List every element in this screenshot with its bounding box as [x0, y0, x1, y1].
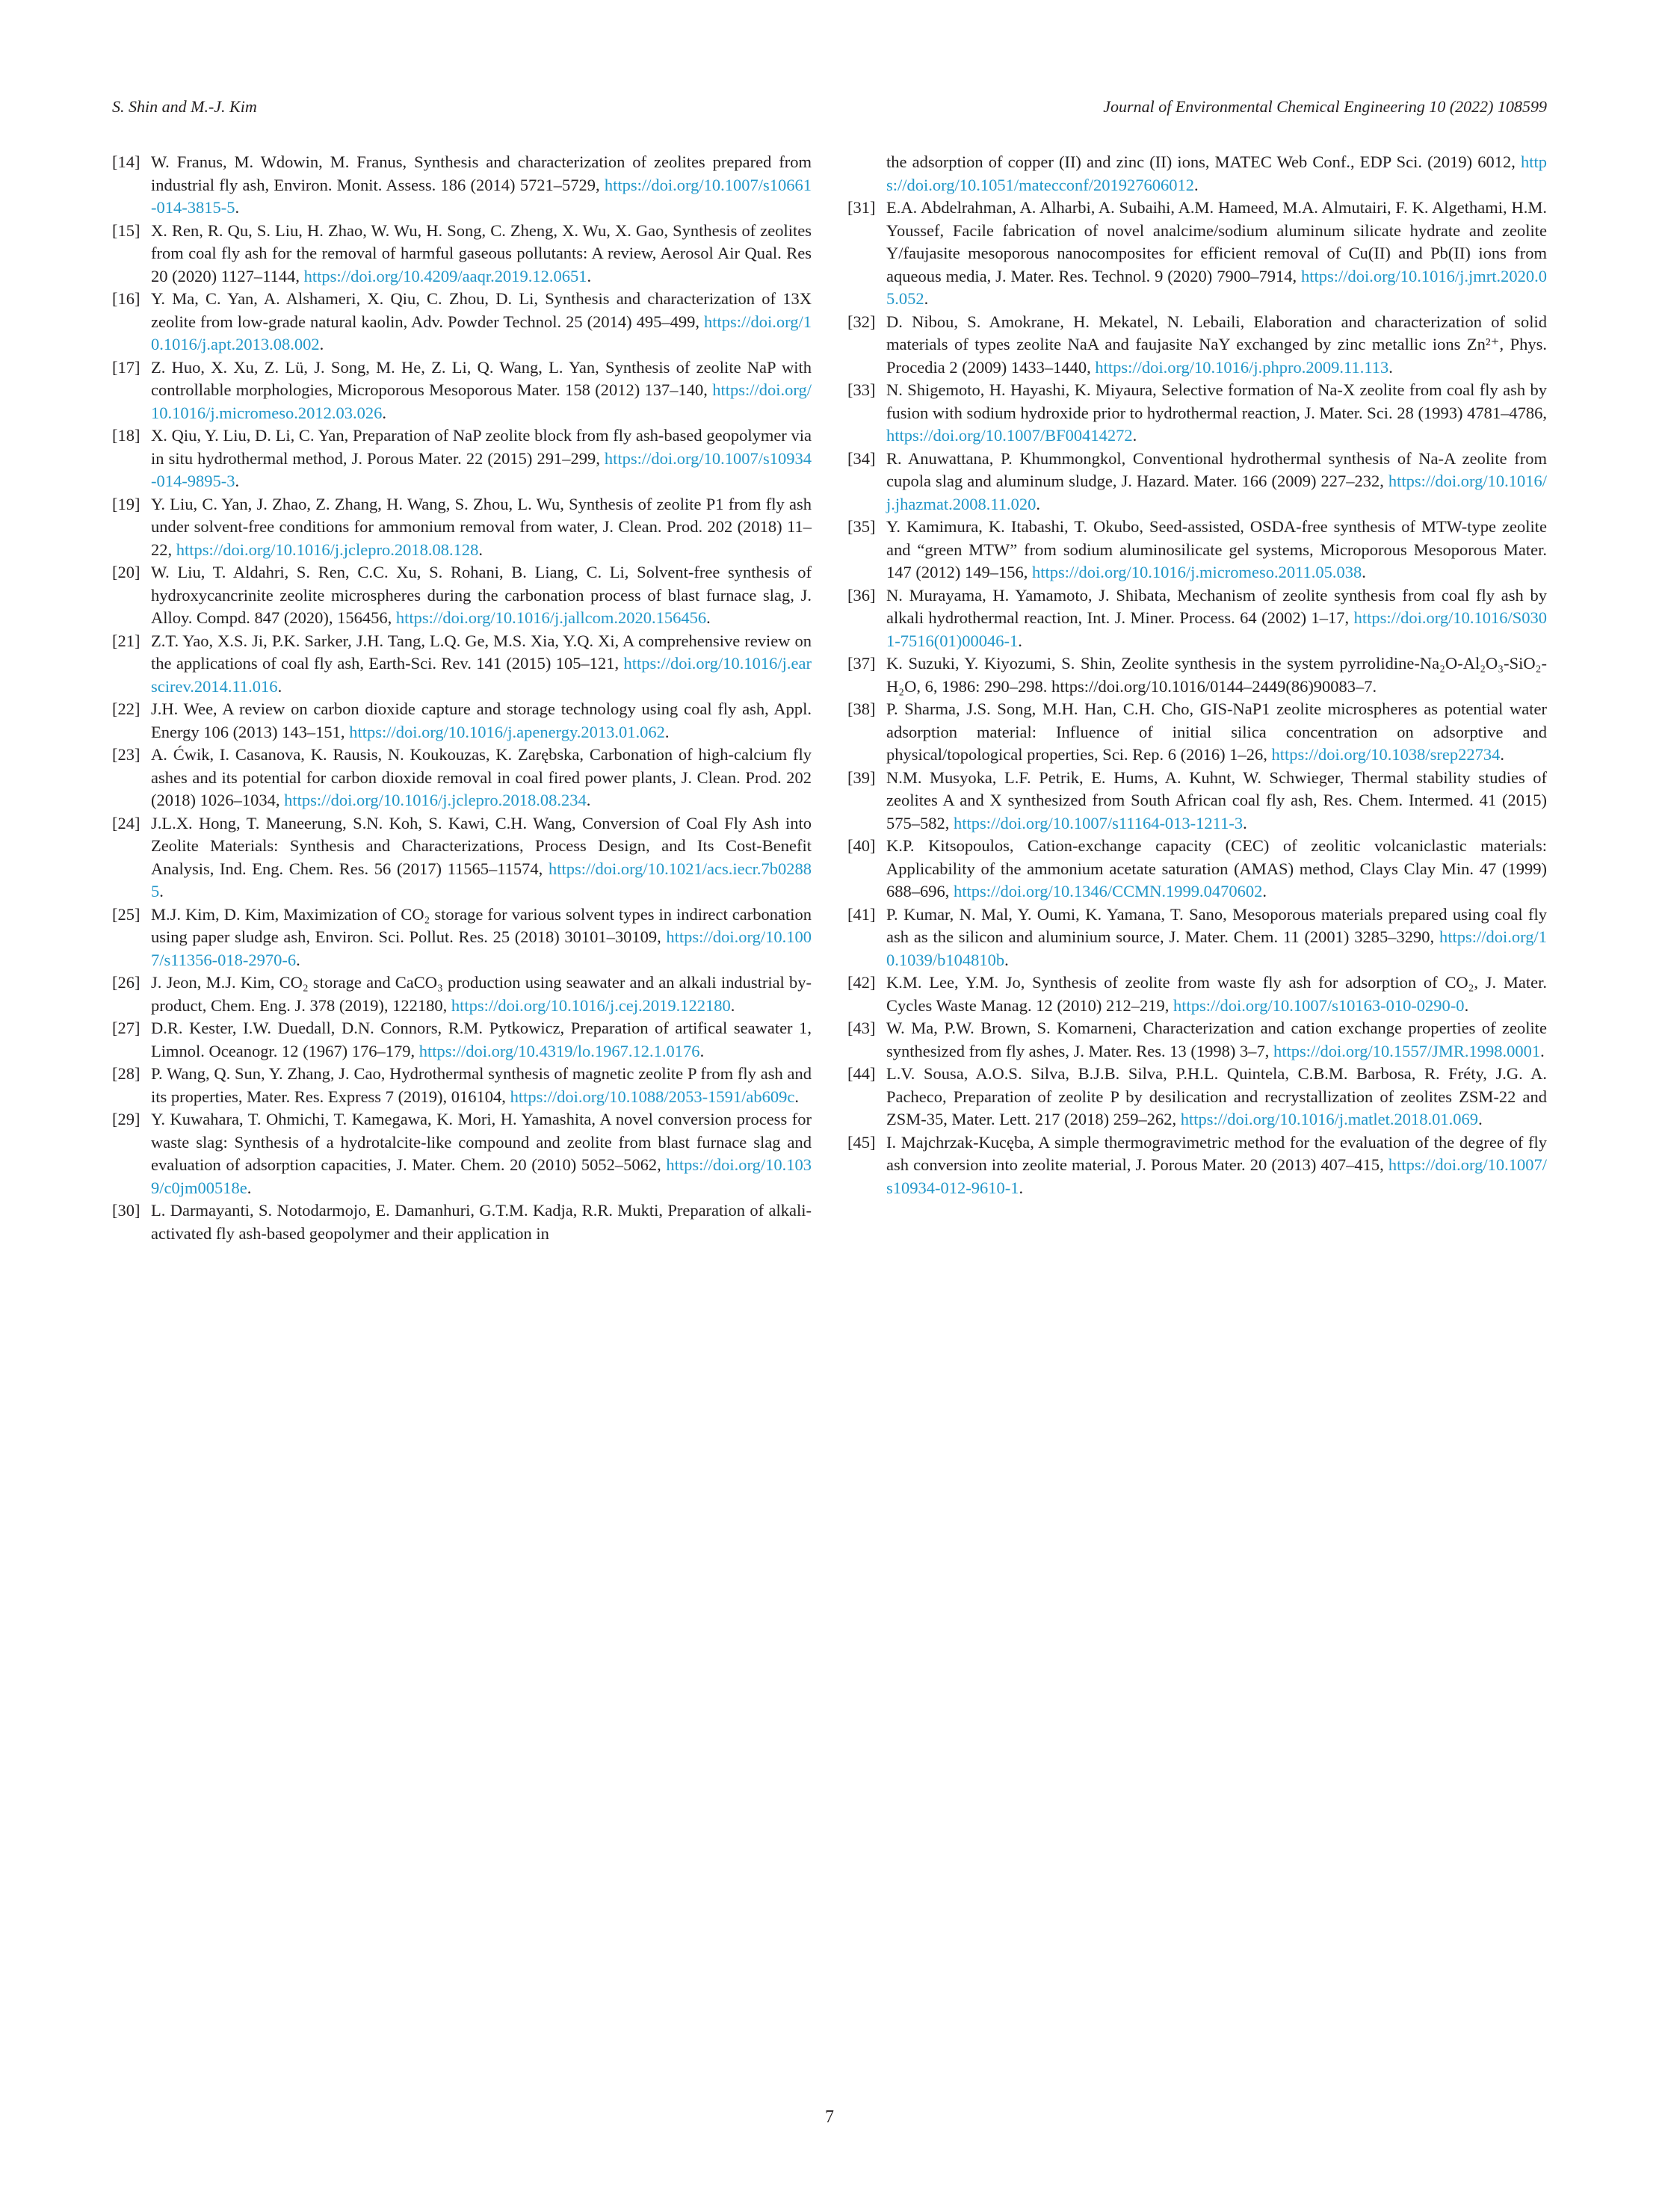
reference-end-punct: .	[699, 1041, 705, 1060]
reference-text: P. Wang, Q. Sun, Y. Zhang, J. Cao, Hydrothermal synthesis of magnetic zeolite P from fly ash and its properties, Mater. Res. Express 7 (2019), 016104,	[151, 1064, 812, 1106]
reference-doi-link[interactable]: https://doi.org/10.1016/j.apt.2013.08.002	[151, 312, 812, 353]
reference-doi-link[interactable]: https://doi.org/10.1007/s10934-014-9895-3	[151, 448, 812, 490]
reference-doi-link[interactable]: https://doi.org/10.1016/j.apenergy.2013.01.062	[349, 722, 665, 741]
reference-end-punct: .	[1262, 882, 1267, 900]
reference-number: [19]	[112, 494, 140, 513]
reference-number: [42]	[847, 973, 876, 992]
reference-text: Y. Kamimura, K. Itabashi, T. Okubo, Seed-assisted, OSDA-free synthesis of MTW-type zeolite and “green MTW” from sodium aluminosilicate gel systems, Microporous Mesoporous Mater. 147 (2012) 149–156,	[886, 517, 1547, 581]
reference-number: [21]	[112, 631, 140, 650]
reference-end-punct: .	[277, 676, 282, 696]
reference-item	[112, 288, 812, 356]
reference-number: [30]	[112, 1201, 140, 1220]
reference-item	[847, 835, 1547, 903]
reference-item	[847, 448, 1547, 516]
reference-text: X. Qiu, Y. Liu, D. Li, C. Yan, Preparation of NaP zeolite block from fly ash-based geopolymer via in situ hydrothermal method, J. Porous Mater. 22 (2015) 291–299,	[151, 426, 812, 468]
reference-text: N. Shigemoto, H. Hayashi, K. Miyaura, Selective formation of Na-X zeolite from coal fly ash by fusion with sodium hydroxide prior to hydrothermal reaction, J. Mater. Sci. 28 (1993) 4781–4786,	[886, 380, 1547, 422]
reference-end-punct: .	[159, 882, 164, 900]
reference-number: [25]	[112, 904, 140, 924]
reference-number: [38]	[847, 699, 876, 718]
reference-end-punct: .	[924, 289, 929, 308]
reference-number: [44]	[847, 1064, 876, 1083]
header-authors: S. Shin and M.-J. Kim	[112, 97, 257, 116]
reference-text: K.P. Kitsopoulos, Cation-exchange capacity (CEC) of zeolitic volcaniclastic materials: Applicability of the ammonium acetate saturation (AMAS) method, Clays Clay Min. 47 (1999) 688–696,	[886, 836, 1547, 900]
reference-doi-link[interactable]: https://doi.org/10.1007/s10934-012-9610-1	[886, 1155, 1547, 1197]
reference-end-punct: .	[1194, 175, 1199, 194]
reference-item	[112, 1017, 812, 1063]
reference-item	[847, 698, 1547, 767]
reference-item	[847, 379, 1547, 448]
reference-doi-link[interactable]: https://doi.org/10.1016/j.jhazmat.2008.11.020	[886, 472, 1547, 513]
reference-doi-link[interactable]: https://doi.org/10.1016/j.cej.2019.122180	[451, 995, 731, 1015]
reference-item	[847, 767, 1547, 835]
reference-number: [15]	[112, 220, 140, 240]
reference-doi-link[interactable]: https://doi.org/10.1557/JMR.1998.0001	[1273, 1041, 1541, 1060]
reference-end-punct: .	[319, 335, 324, 353]
reference-doi-link[interactable]: https://doi.org/10.1016/j.micromeso.2012.03.026	[151, 380, 812, 422]
reference-doi-link[interactable]: https://doi.org/10.1007/BF00414272	[886, 426, 1133, 445]
reference-doi-link[interactable]: https://doi.org/10.1021/acs.iecr.7b02885	[151, 859, 812, 900]
reference-text: L. Darmayanti, S. Notodarmojo, E. Damanhuri, G.T.M. Kadja, R.R. Mukti, Preparation of alkali-activated fly ash-based geopolymer and their application in	[151, 1201, 812, 1243]
reference-number: [24]	[112, 813, 140, 832]
reference-item	[847, 516, 1547, 584]
reference-doi-link[interactable]: https://doi.org/10.1346/CCMN.1999.0470602	[954, 882, 1263, 900]
reference-item	[847, 311, 1547, 380]
reference-doi-link[interactable]: https://doi.org/10.1016/j.matlet.2018.01.069	[1180, 1110, 1479, 1128]
reference-end-punct: .	[235, 472, 240, 490]
reference-end-punct: .	[1019, 1178, 1024, 1197]
reference-number: [17]	[112, 357, 140, 377]
reference-item	[112, 1108, 812, 1199]
reference-end-punct: .	[1362, 563, 1366, 581]
reference-number: [33]	[847, 380, 876, 399]
reference-item	[847, 584, 1547, 653]
reference-end-punct: .	[1004, 950, 1009, 969]
reference-end-punct: .	[587, 266, 592, 285]
reference-item	[847, 197, 1547, 311]
reference-end-punct: .	[730, 995, 735, 1015]
reference-doi-link[interactable]: https://doi.org/10.1016/j.jmrt.2020.05.052	[886, 266, 1547, 308]
reference-doi-link[interactable]: https://doi.org/10.1051/matecconf/201927606012	[886, 152, 1547, 194]
reference-doi-link[interactable]: https://doi.org/10.1016/j.jclepro.2018.08.128	[176, 540, 479, 559]
reference-text: J.L.X. Hong, T. Maneerung, S.N. Koh, S. Kawi, C.H. Wang, Conversion of Coal Fly Ash into Zeolite Materials: Synthesis and Characterizations, Process Design, and Its Cost-Benefit Analysis, Ind. Eng. Chem. Res. 56 (2017) 11565–11574,	[151, 813, 812, 878]
reference-item	[847, 903, 1547, 972]
reference-doi-link[interactable]: https://doi.org/10.1088/2053-1591/ab609c	[510, 1087, 795, 1106]
reference-end-punct: .	[1540, 1041, 1545, 1060]
reference-number: [16]	[112, 289, 140, 308]
reference-text: D. Nibou, S. Amokrane, H. Mekatel, N. Lebaili, Elaboration and characterization of solid materials of types zeolite NaA and faujasite NaY exchanged by zinc metallic ions Zn²⁺, Phys. Procedia 2 (2009) 1433–1440,	[886, 312, 1547, 377]
references-column-right	[847, 151, 1547, 1199]
reference-number: [37]	[847, 654, 876, 673]
reference-text: K.M. Lee, Y.M. Jo, Synthesis of zeolite from waste fly ash for adsorption of CO₂, J. Mater. Cycles Waste Manag. 12 (2010) 212–219,	[886, 973, 1547, 1015]
reference-doi-link[interactable]: https://doi.org/10.1016/S0301-7516(01)00046-1	[886, 608, 1547, 650]
reference-end-punct: .	[794, 1087, 800, 1106]
reference-end-punct: .	[382, 403, 386, 422]
reference-text: N.M. Musyoka, L.F. Petrik, E. Hums, A. Kuhnt, W. Schwieger, Thermal stability studies of zeolites A and X synthesized from South African coal fly ash, Res. Chem. Intermed. 41 (2015) 575–582,	[886, 767, 1547, 832]
reference-text: I. Majchrzak-Kucęba, A simple thermogravimetric method for the evaluation of the degree of fly ash conversion into zeolite material, J. Porous Mater. 20 (2013) 407–415,	[886, 1132, 1547, 1174]
reference-number: [34]	[847, 448, 876, 468]
reference-end-punct: .	[1388, 357, 1393, 377]
reference-text: P. Sharma, J.S. Song, M.H. Han, C.H. Cho, GIS-NaP1 zeolite microspheres as potential water adsorption material: Influence of initial silica concentration on adsorptive and physical/topological properties, Sci. Rep. 6 (2016) 1–26,	[886, 699, 1547, 764]
reference-end-punct: .	[1243, 813, 1247, 832]
reference-doi-link[interactable]: https://doi.org/10.1016/j.earscirev.2014.11.016	[151, 654, 812, 696]
reference-text: M.J. Kim, D. Kim, Maximization of CO₂ storage for various solvent types in indirect carbonation using paper sludge ash, Environ. Sci. Pollut. Res. 25 (2018) 30101–30109,	[151, 904, 812, 946]
reference-item	[847, 1017, 1547, 1063]
reference-end-punct: .	[1478, 1110, 1483, 1128]
reference-doi-link[interactable]: https://doi.org/10.1007/s11164-013-1211-3	[954, 813, 1244, 832]
reference-number: [40]	[847, 836, 876, 855]
reference-text: X. Ren, R. Qu, S. Liu, H. Zhao, W. Wu, H. Song, C. Zheng, X. Wu, X. Gao, Synthesis of zeolites from coal fly ash for the removal of harmful gaseous pollutants: A review, Aerosol Air Qual. Res 20 (2020) 1127–1144,	[151, 220, 812, 285]
reference-number: [31]	[847, 198, 876, 217]
reference-number: [43]	[847, 1019, 876, 1037]
reference-end-punct: .	[1018, 631, 1022, 650]
reference-text: Y. Kuwahara, T. Ohmichi, T. Kamegawa, K. Mori, H. Yamashita, A novel conversion process for waste slag: Synthesis of a hydrotalcite-like compound and zeolite from blast furnace slag and evaluation of adsorption capacities, J. Mater. Chem. 20 (2010) 5052–5062,	[151, 1110, 812, 1174]
references-column-left	[112, 151, 812, 1245]
reference-item	[847, 151, 1547, 197]
reference-item	[112, 971, 812, 1017]
reference-doi-link[interactable]: https://doi.org/10.1007/s10661-014-3815-5	[151, 175, 812, 217]
reference-text: E.A. Abdelrahman, A. Alharbi, A. Subaihi, A.M. Hameed, M.A. Almutairi, F. K. Algethami, H.M. Youssef, Facile fabrication of novel analcime/sodium aluminum silicate hydrate and zeolite Y/faujasite mesoporous nanocomposites for efficient removal of Cu(II) and Pb(II) ions from aqueous media, J. Mater. Res. Technol. 9 (2020) 7900–7914,	[886, 198, 1547, 285]
page-number: 7	[825, 2107, 834, 2127]
reference-item	[112, 1063, 812, 1108]
reference-item	[112, 903, 812, 972]
reference-text: P. Kumar, N. Mal, Y. Oumi, K. Yamana, T. Sano, Mesoporous materials prepared using coal fly ash as the silicon and aluminium source, J. Mater. Chem. 11 (2001) 3285–3290,	[886, 904, 1547, 946]
reference-end-punct: .	[478, 540, 483, 559]
reference-end-punct: .	[247, 1178, 252, 1197]
reference-doi-link[interactable]: https://doi.org/10.1016/j.phpro.2009.11.113	[1095, 357, 1389, 377]
reference-item	[112, 151, 812, 220]
reference-doi-link[interactable]: https://doi.org/10.1039/b104810b	[886, 927, 1547, 969]
reference-text: D.R. Kester, I.W. Duedall, D.N. Connors, R.M. Pytkowicz, Preparation of artifical seawater 1, Limnol. Oceanogr. 12 (1967) 176–179,	[151, 1019, 812, 1060]
reference-number: [45]	[847, 1132, 876, 1152]
reference-text: the adsorption of copper (II) and zinc (II) ions, MATEC Web Conf., EDP Sci. (2019) 6012,	[886, 152, 1521, 171]
reference-end-punct: .	[1464, 995, 1469, 1015]
reference-end-punct: .	[1036, 494, 1041, 513]
reference-item	[847, 652, 1547, 698]
reference-text: J.H. Wee, A review on carbon dioxide capture and storage technology using coal fly ash, Appl. Energy 106 (2013) 143–151,	[151, 699, 812, 741]
reference-doi-link[interactable]: https://doi.org/10.1016/j.micromeso.2011.05.038	[1032, 563, 1362, 581]
reference-text: R. Anuwattana, P. Khummongkol, Conventional hydrothermal synthesis of Na-A zeolite from cupola slag and aluminum sludge, J. Hazard. Mater. 166 (2009) 227–232,	[886, 448, 1547, 490]
reference-end-punct: .	[1132, 426, 1137, 445]
reference-doi-link[interactable]: https://doi.org/10.1007/s11356-018-2970-6	[151, 927, 812, 969]
reference-item	[112, 424, 812, 493]
reference-number: [20]	[112, 563, 140, 581]
reference-number: [35]	[847, 517, 876, 536]
reference-number: [28]	[112, 1064, 140, 1083]
reference-item	[112, 493, 812, 562]
reference-number: [39]	[847, 767, 876, 787]
reference-number: [22]	[112, 699, 140, 718]
reference-number: [36]	[847, 585, 876, 605]
reference-doi-link[interactable]: https://doi.org/10.1016/j.jclepro.2018.08.234	[284, 791, 587, 809]
reference-text: W. Ma, P.W. Brown, S. Komarneni, Characterization and cation exchange properties of zeolite synthesized from fly ashes, J. Mater. Res. 13 (1998) 3–7,	[886, 1019, 1547, 1060]
reference-text: A. Ćwik, I. Casanova, K. Rausis, N. Koukouzas, K. Zarębska, Carbonation of high-calcium fly ashes and its potential for carbon dioxide removal in coal fired power plants, J. Clean. Prod. 202 (2018) 1026–1034,	[151, 745, 812, 809]
reference-number: [29]	[112, 1110, 140, 1128]
reference-doi-link[interactable]: https://doi.org/10.1007/s10163-010-0290-0	[1173, 995, 1465, 1015]
reference-text: J. Jeon, M.J. Kim, CO₂ storage and CaCO₃ production using seawater and an alkali industrial by-product, Chem. Eng. J. 378 (2019), 122180,	[151, 973, 812, 1015]
reference-end-punct: .	[586, 791, 591, 809]
reference-number: [14]	[112, 152, 140, 171]
reference-item	[847, 971, 1547, 1017]
reference-item	[112, 744, 812, 812]
reference-text: Y. Ma, C. Yan, A. Alshameri, X. Qiu, C. Zhou, D. Li, Synthesis and characterization of 13X zeolite from low-grade natural kaolin, Adv. Powder Technol. 25 (2014) 495–499,	[151, 289, 812, 331]
reference-doi-link[interactable]: https://doi.org/10.1016/j.jallcom.2020.156456	[395, 608, 707, 627]
reference-item	[112, 356, 812, 425]
reference-text: Z.T. Yao, X.S. Ji, P.K. Sarker, J.H. Tang, L.Q. Ge, M.S. Xia, Y.Q. Xi, A comprehensive review on the applications of coal fly ash, Earth-Sci. Rev. 141 (2015) 105–121,	[151, 631, 812, 673]
reference-text: L.V. Sousa, A.O.S. Silva, B.J.B. Silva, P.H.L. Quintela, C.B.M. Barbosa, R. Fréty, J.G. A. Pacheco, Preparation of zeolite P by desilication and recrystallization of zeolites ZSM-22 and ZSM-35, Mater. Lett. 217 (2018) 259–262,	[886, 1064, 1547, 1128]
reference-number: [41]	[847, 904, 876, 924]
reference-text: N. Murayama, H. Yamamoto, J. Shibata, Mechanism of zeolite synthesis from coal fly ash by alkali hydrothermal reaction, Int. J. Miner. Process. 64 (2002) 1–17,	[886, 585, 1547, 627]
reference-end-punct: .	[296, 950, 300, 969]
reference-doi-link[interactable]: https://doi.org/10.4209/aaqr.2019.12.0651	[303, 266, 587, 285]
reference-doi-link[interactable]: https://doi.org/10.4319/lo.1967.12.1.0176	[418, 1041, 700, 1060]
reference-item	[112, 630, 812, 699]
reference-item	[112, 220, 812, 288]
header-journal: Journal of Environmental Chemical Engineering 10 (2022) 108599	[1103, 97, 1547, 116]
reference-doi-link[interactable]: https://doi.org/10.1038/srep22734	[1271, 745, 1501, 764]
reference-end-punct: .	[235, 198, 240, 217]
reference-end-punct: .	[664, 722, 670, 741]
reference-doi-link[interactable]: https://doi.org/10.1039/c0jm00518e	[151, 1155, 812, 1197]
reference-item	[847, 1131, 1547, 1200]
reference-number: [26]	[112, 973, 140, 992]
reference-text: Z. Huo, X. Xu, Z. Lü, J. Song, M. He, Z. Li, Q. Wang, L. Yan, Synthesis of zeolite NaP with controllable morphologies, Microporous Mesoporous Mater. 158 (2012) 137–140,	[151, 357, 812, 399]
reference-number: [27]	[112, 1019, 140, 1037]
reference-text: Y. Liu, C. Yan, J. Zhao, Z. Zhang, H. Wang, S. Zhou, L. Wu, Synthesis of zeolite P1 from fly ash under solvent-free conditions for ammonium removal from water, J. Clean. Prod. 202 (2018) 11–22,	[151, 494, 812, 559]
reference-end-punct: .	[706, 608, 711, 627]
reference-item	[112, 812, 812, 903]
reference-end-punct: .	[1500, 745, 1505, 764]
reference-text: W. Franus, M. Wdowin, M. Franus, Synthesis and characterization of zeolites prepared from industrial fly ash, Environ. Monit. Assess. 186 (2014) 5721–5729,	[151, 152, 812, 194]
reference-text: W. Liu, T. Aldahri, S. Ren, C.C. Xu, S. Rohani, B. Liang, C. Li, Solvent-free synthesis of hydroxycancrinite zeolite microspheres during the carbonation process of blast furnace slag, J. Alloy. Compd. 847 (2020), 156456,	[151, 563, 812, 627]
reference-number: [18]	[112, 426, 140, 445]
reference-item	[112, 698, 812, 744]
reference-number: [32]	[847, 312, 876, 331]
reference-item	[112, 1199, 812, 1245]
reference-number: [23]	[112, 745, 140, 764]
reference-text: K. Suzuki, Y. Kiyozumi, S. Shin, Zeolite synthesis in the system pyrrolidine-Na₂O-Al₂O₃-SiO₂-H₂O, 6, 1986: 290–298. https://doi.org/10.1016/0144–2449(86)90083–7.	[886, 654, 1547, 696]
reference-item	[112, 561, 812, 630]
reference-item	[847, 1063, 1547, 1131]
